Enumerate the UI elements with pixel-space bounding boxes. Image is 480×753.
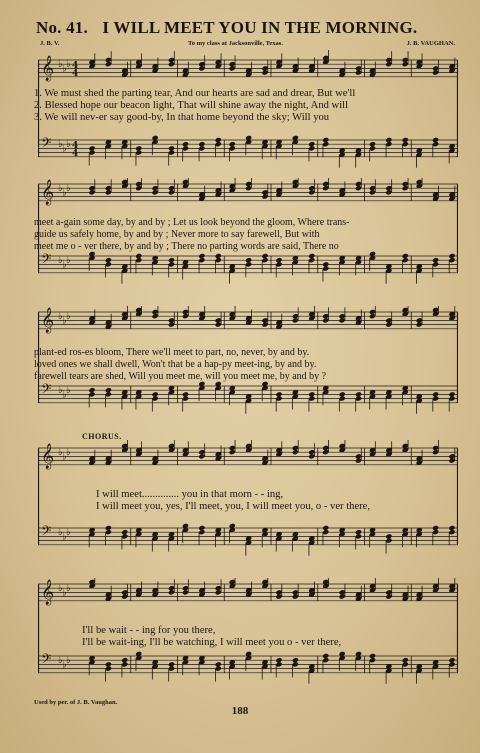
chorus-line-1-lower: I will meet you, yes, I'll meet, you, I will meet you, o - ver there, (96, 501, 371, 512)
svg-text:♭: ♭ (58, 655, 63, 667)
svg-text:♭: ♭ (58, 183, 63, 195)
page-number: 188 (231, 705, 249, 717)
verse-3-line-1: 3. We will nev-er say good-by, In that home beyond the sky; Will you (34, 112, 330, 123)
chorus-line-1-upper: I will meet.............. you in that morn - - ing, (96, 489, 284, 500)
svg-text:♭: ♭ (58, 583, 63, 595)
svg-text:4: 4 (72, 61, 79, 71)
verse-3-line-2: meet me o - ver there, by and by ; There no parting words are said, There no (34, 241, 339, 252)
svg-text:𝄢: 𝄢 (41, 381, 52, 400)
svg-text:♭: ♭ (66, 447, 71, 459)
svg-text:♭: ♭ (66, 385, 71, 397)
svg-text:♭: ♭ (62, 451, 67, 463)
svg-text:♭: ♭ (62, 315, 67, 327)
svg-text:𝄞: 𝄞 (41, 444, 55, 469)
svg-text:♭: ♭ (62, 259, 67, 271)
svg-text:𝄢: 𝄢 (41, 523, 52, 542)
svg-text:4: 4 (72, 149, 79, 159)
song-number: No. 41. (36, 18, 88, 37)
svg-text:4: 4 (72, 141, 79, 151)
svg-text:♭: ♭ (62, 389, 67, 401)
svg-text:♭: ♭ (58, 527, 63, 539)
verse-3-line-3: farewell tears are shed, Will you meet me, will you meet me, by and by ? (34, 371, 327, 382)
svg-text:𝄞: 𝄞 (41, 308, 55, 333)
svg-text:𝄞: 𝄞 (41, 580, 55, 605)
svg-text:♭: ♭ (58, 255, 63, 267)
svg-text:♭: ♭ (58, 139, 63, 151)
svg-text:♭: ♭ (66, 311, 71, 323)
svg-text:♭: ♭ (62, 143, 67, 155)
svg-text:4: 4 (72, 69, 79, 79)
verse-2-line-2: guide us safely home, by and by ; Never more to say farewell, But with (34, 229, 320, 240)
lyricist-credit: J. B. V. (40, 40, 60, 47)
svg-text:♭: ♭ (66, 255, 71, 267)
verse-1-line-2: meet a-gain some day, by and by ; Let us look beyond the gloom, Where trans- (34, 217, 350, 228)
chorus-line-2-lower: I'll be wait-ing, I'll be watching, I will meet you o - ver there, (82, 637, 342, 648)
svg-text:♭: ♭ (66, 59, 71, 71)
svg-text:♭: ♭ (58, 447, 63, 459)
svg-text:𝄢: 𝄢 (41, 135, 52, 154)
svg-text:♭: ♭ (58, 59, 63, 71)
svg-text:𝄞: 𝄞 (41, 180, 55, 205)
song-title: I WILL MEET YOU IN THE MORNING. (102, 18, 418, 37)
svg-text:♭: ♭ (66, 655, 71, 667)
verse-1-line-3: plant-ed ros-es bloom, There we'll meet to part, no, never, by and by. (34, 347, 310, 358)
svg-text:𝄢: 𝄢 (41, 651, 52, 670)
svg-text:♭: ♭ (66, 139, 71, 151)
svg-text:♭: ♭ (62, 531, 67, 543)
svg-text:𝄞: 𝄞 (41, 56, 55, 81)
svg-text:♭: ♭ (66, 527, 71, 539)
permission-note: Used by per. of J. B. Vaughan. (34, 699, 118, 706)
composer-credit: J. B. VAUGHAN. (406, 40, 455, 47)
svg-text:𝄢: 𝄢 (41, 251, 52, 270)
svg-text:♭: ♭ (62, 187, 67, 199)
svg-text:♭: ♭ (62, 659, 67, 671)
chorus-label: CHORUS. (82, 432, 122, 441)
svg-text:♭: ♭ (66, 583, 71, 595)
svg-text:♭: ♭ (62, 587, 67, 599)
verse-1-line-1: 1. We must shed the parting tear, And our hearts are sad and drear, But we'll (34, 88, 356, 99)
verse-2-line-1: 2. Blessed hope our beacon light, That will shine away the night, And will (34, 100, 349, 111)
svg-text:♭: ♭ (66, 183, 71, 195)
song-title-line (36, 18, 456, 38)
chorus-line-2-upper: I'll be wait - - ing for you there, (82, 625, 216, 636)
svg-text:♭: ♭ (62, 63, 67, 75)
svg-text:♭: ♭ (58, 385, 63, 397)
verse-2-line-3: loved ones we shall dwell, Won't that be a hap-py meet-ing, by and by. (34, 359, 317, 370)
dedication: To my class at Jacksonville, Texas. (188, 40, 283, 47)
svg-text:♭: ♭ (58, 311, 63, 323)
